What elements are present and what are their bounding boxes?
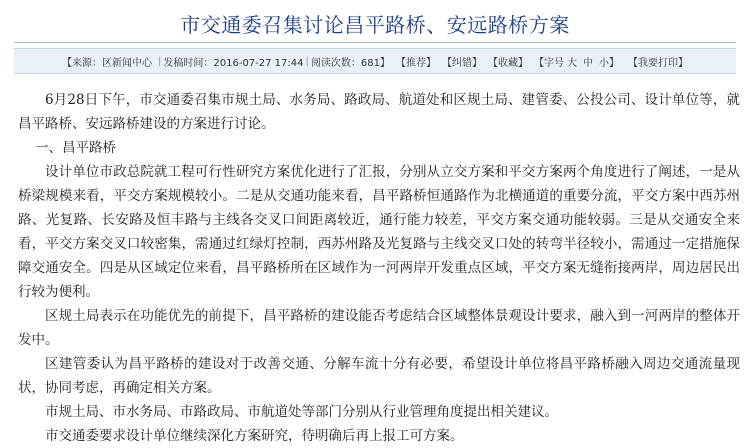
title-divider (14, 42, 736, 43)
font-size-label: 【字号 (533, 57, 564, 69)
article-body (18, 88, 740, 448)
recommend-link[interactable]: 【推荐】 (395, 57, 436, 69)
correct-link[interactable]: 【纠错】 (441, 57, 482, 69)
read-count: 阅读次数：681】 (310, 57, 390, 69)
article-paragraph: 区规土局表示在功能优先的前提下，昌平路桥的建设能否考虑结合区域整体景观设计要求，融入到一河两岸的整体开发中。 (18, 308, 740, 348)
article-paragraph: 区建管委认为昌平路桥的建设对于改善交通、分解车流十分有必要，希望设计单位将昌平路桥融入周边交通流量现状，协同考虑，再确定相关方案。 (18, 356, 740, 396)
article-paragraph: 6月28日下午，市交通委召集市规土局、水务局、路政局、航道处和区规土局、建管委、公投公司、设计单位等，就昌平路桥、安远路桥建设的方案进行讨论。 (18, 92, 740, 132)
article-title: 市交通委召集讨论昌平路桥、安远路桥方案 (180, 13, 570, 37)
font-size-medium-link[interactable]: 中 (582, 57, 593, 69)
meta-separator: | (305, 55, 309, 67)
font-size-small-link[interactable]: 小】 (598, 57, 619, 69)
print-link[interactable]: 【我要打印】 (627, 57, 688, 69)
meta-separator: | (158, 55, 162, 67)
article-paragraph: 设计单位市政总院就工程可行性研究方案优化进行了汇报，分别从立交方案和平交方案两个角度进行了阐述，一是从桥梁规模来看，平交方案规模较小。二是从交通功能来看，昌平路桥恒通路作为北横通道的重要分流，平交方案中西苏州路、光复路、长安路及恒丰路与主线各交叉口间距离较近，通行能力较差，平交方案交通功能较弱。三是从交通安全来看，平交方案交叉口较密集，需通过红绿灯控制，西苏州路及光复路与主线交叉口处的转弯半径较小，需通过一定措施保障交通安全。四是从区域定位来看，昌平路桥所在区域作为一河两岸开发重点区域，平交方案无缝衔接两岸，周边居民出行较为便利。 (18, 164, 740, 300)
source-label: 【来源：区新闻中心 (62, 57, 153, 69)
article-paragraph: 市交通委要求设计单位继续深化方案研究，待明确后再上报工可方案。 (45, 428, 464, 444)
font-size-large-link[interactable]: 大 (566, 57, 577, 69)
article-paragraph: 市规土局、市水务局、市路政局、市航道处等部门分别从行业管理角度提出相关建议。 (45, 404, 558, 420)
section-heading: 一、昌平路桥 (35, 140, 116, 156)
publish-time: 发稿时间：2016-07-27 17:44 (163, 57, 304, 69)
favorite-link[interactable]: 【收藏】 (487, 57, 528, 69)
article-meta-bar (14, 48, 736, 74)
